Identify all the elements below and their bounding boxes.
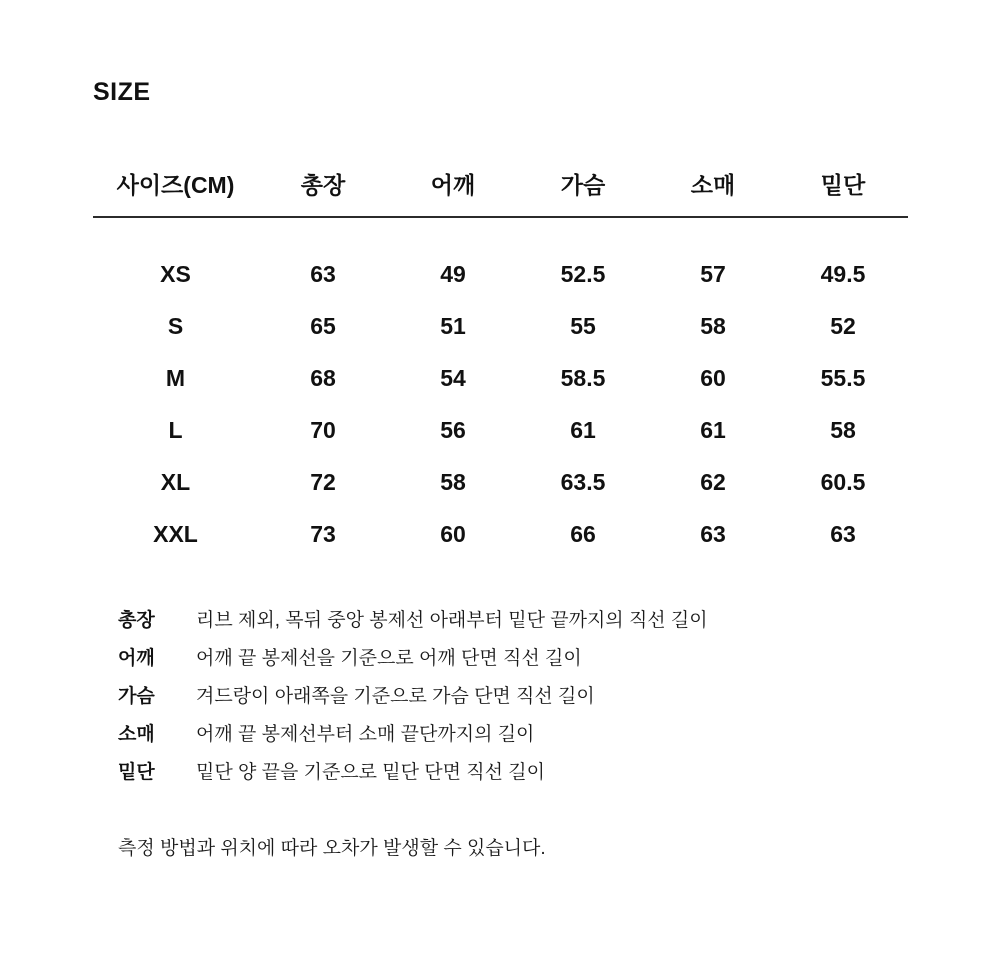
cell-length: 68 [310,364,336,391]
page-title: SIZE [93,78,151,106]
column-header-length: 총장 [258,150,388,217]
column-header-shoulder: 어깨 [388,150,518,217]
note-item [118,719,918,757]
cell-size: S [167,312,184,339]
note-item [118,605,918,643]
cell-sleeve: 60 [700,364,726,391]
measurement-notes [118,605,918,795]
note-term: 가슴 [118,686,155,707]
table-header [93,150,908,217]
column-header-hem: 밑단 [778,150,908,217]
column-header-chest: 가슴 [518,150,648,217]
cell-chest: 63.5 [560,468,606,495]
cell-hem: 52 [830,312,856,339]
cell-length: 72 [310,468,336,495]
cell-hem: 63 [830,520,856,547]
cell-shoulder: 51 [440,312,466,339]
cell-size: XXL [153,520,198,547]
column-header-size: 사이즈(CM) [93,150,258,217]
note-term: 밑단 [118,762,155,783]
table-row [93,352,908,404]
table-row [93,300,908,352]
size-table [93,150,908,560]
cell-shoulder: 58 [440,468,466,495]
cell-shoulder: 60 [440,520,466,547]
table-body [93,217,908,560]
table-row [93,456,908,508]
note-description: 밑단 양 끝을 기준으로 밑단 단면 직선 길이 [196,762,545,783]
cell-hem: 49.5 [820,260,866,287]
cell-size: L [168,416,183,443]
column-header-sleeve: 소매 [648,150,778,217]
cell-size: XS [160,260,191,287]
note-item [118,681,918,719]
note-item [118,643,918,681]
cell-shoulder: 56 [440,416,466,443]
measurement-disclaimer: 측정 방법과 위치에 따라 오차가 발생할 수 있습니다. [118,838,546,859]
note-description: 어깨 끝 봉제선을 기준으로 어깨 단면 직선 길이 [196,648,582,669]
cell-shoulder: 54 [440,364,466,391]
cell-size: M [165,364,186,391]
note-term: 소매 [118,724,155,745]
cell-shoulder: 49 [440,260,466,287]
cell-length: 70 [310,416,336,443]
cell-length: 63 [310,260,336,287]
cell-hem: 55.5 [820,364,866,391]
cell-hem: 58 [830,416,856,443]
cell-hem: 60.5 [820,468,866,495]
cell-chest: 58.5 [560,364,606,391]
cell-sleeve: 57 [700,260,726,287]
table-row [93,404,908,456]
cell-length: 73 [310,520,336,547]
table-row [93,217,908,300]
cell-sleeve: 58 [700,312,726,339]
cell-sleeve: 61 [700,416,726,443]
table-header-row [93,150,908,217]
table-row [93,508,908,560]
note-term: 어깨 [118,648,155,669]
note-description: 리브 제외, 목뒤 중앙 봉제선 아래부터 밑단 끝까지의 직선 길이 [196,610,708,631]
cell-length: 65 [310,312,336,339]
cell-chest: 61 [570,416,596,443]
cell-chest: 66 [570,520,596,547]
note-item [118,757,918,795]
cell-size: XL [160,468,191,495]
cell-sleeve: 63 [700,520,726,547]
cell-chest: 55 [570,312,596,339]
cell-chest: 52.5 [560,260,606,287]
cell-sleeve: 62 [700,468,726,495]
note-description: 겨드랑이 아래쪽을 기준으로 가슴 단면 직선 길이 [196,686,595,707]
note-description: 어깨 끝 봉제선부터 소매 끝단까지의 길이 [196,724,535,745]
note-term: 총장 [118,610,155,631]
